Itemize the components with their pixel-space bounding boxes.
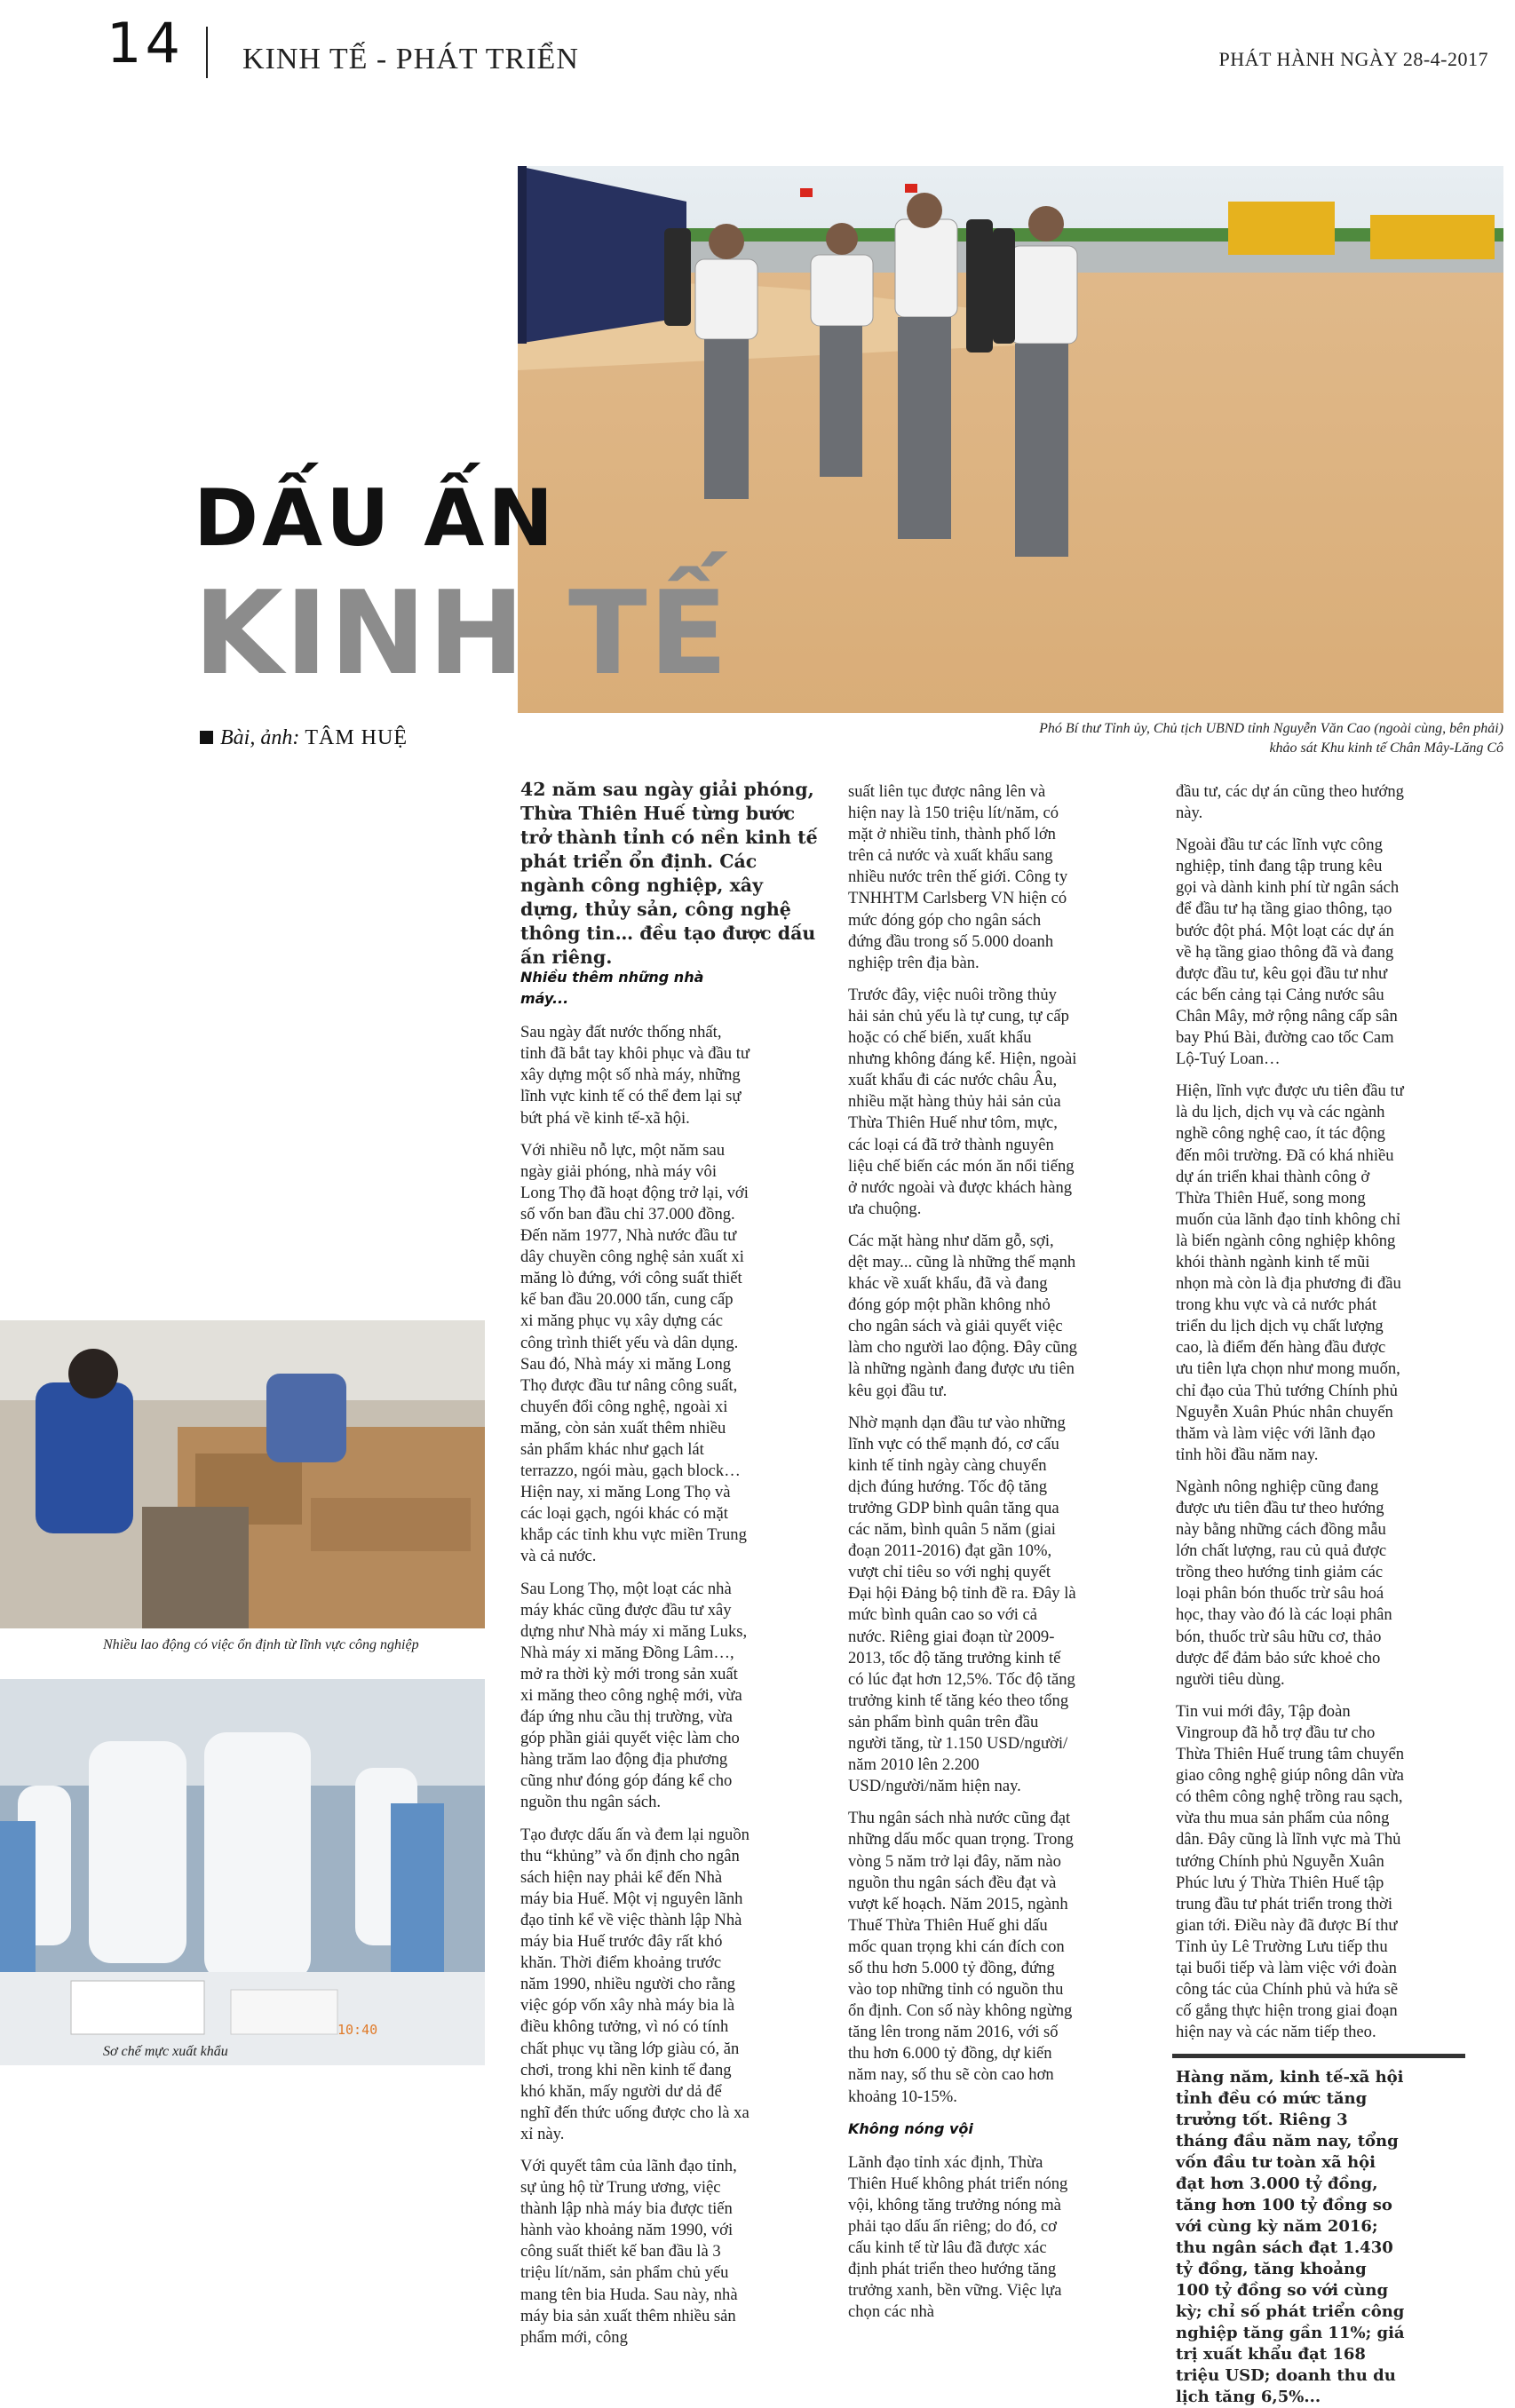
paragraph: Với nhiều nỗ lực, một năm sau ngày giải phóng, nhà máy vôi Long Thọ đã hoạt động trở lại, với số vốn ban đầu chỉ 37.000 đồng. Đến năm 1977, Nhà nước đầu tư dây chuyền công nghệ sản xuất xi măng lò đứng, với công suất thiết kế ban đầu 20.000 tấn, cung cấp xi măng phục vụ xây dựng các công trình thiết yếu và dân dụng. Sau đó, Nhà máy xi măng Long Thọ được đầu tư nâng công suất, chuyển đổi công nghệ, ngoài xi măng, còn sản xuất thêm nhiều sản phẩm khác như gạch lát terrazzo, ngói màu, gạch block… Hiện nay, xi măng Long Thọ và các loại gạch, ngói khác có mặt khắp các tỉnh khu vực miền Trung và cả nước. bbox=[520, 1140, 749, 1566]
byline-prefix: Bài, ảnh: bbox=[220, 726, 300, 749]
lead-paragraph: 42 năm sau ngày giải phóng, Thừa Thiên Huế từng bước trở thành tỉnh có nền kinh tế phát triển ổn định. Các ngành công nghiệp, xây dựng, thủy sản, công nghệ thông tin… đều tạo được dấu ấn riêng. bbox=[520, 779, 818, 968]
highlight-box: Hàng năm, kinh tế-xã hội tỉnh đều có mức tăng trưởng tốt. Riêng 3 tháng đầu năm nay, tổng vốn đầu tư toàn xã hội đạt hơn 3.000 tỷ đồng, tăng hơn 100 tỷ đồng so với cùng kỳ năm 2016; thu ngân sách đạt 1.430 tỷ đồng, tăng khoảng 100 tỷ đồng so với cùng kỳ; chỉ số phát triển công nghiệp tăng gần 11%; giá trị xuất khẩu đạt 168 triệu USD; doanh thu du lịch tăng 6,5%... bbox=[1176, 2068, 1405, 2407]
headline-line-1: DẤU ẤN bbox=[194, 472, 557, 564]
paragraph: Ngoài đầu tư các lĩnh vực công nghiệp, tỉnh đang tập trung kêu gọi và dành kinh phí từ ngân sách để đầu tư hạ tầng giao thông, tạo bước đột phá. Một loạt các dự án về hạ tầng giao thông đã và đang được đầu tư, kêu gọi đầu tư như các bến cảng tại Cảng nước sâu Chân Mây, mở rộng nâng cấp sân bay Phú Bài, đường cao tốc Cam Lộ-Tuý Loan… bbox=[1176, 836, 1400, 1069]
paragraph: đầu tư, các dự án cũng theo hướng này. bbox=[1176, 782, 1404, 823]
byline bbox=[200, 726, 408, 750]
byline-author: TÂM HUỆ bbox=[305, 726, 408, 749]
page-number: 14 bbox=[107, 11, 184, 75]
paragraph: Tạo được dấu ấn và đem lại nguồn thu “khủng” và ổn định cho ngân sách hiện nay phải kể đến Nhà máy bia Huế. Một vị nguyên lãnh đạo tỉnh kể về việc thành lập Nhà máy bia Huế trước đây rất khó khăn. Thời điểm khoảng trước năm 1990, nhiều người cho rằng việc góp vốn xây nhà máy bia là điều không tưởng, vì nó có tính chất phục vụ tầng lớp giàu có, ăn chơi, trong khi nền kinh tế đang khó khăn, mấy người dư dả để nghĩ đến thức uống được cho là xa xỉ này. bbox=[520, 1825, 750, 2143]
paragraph: Sau ngày đất nước thống nhất, tỉnh đã bắt tay khôi phục và đầu tư xây dựng một số nhà máy, những lĩnh vực kinh tế có thể đem lại sự bứt phá về kinh tế-xã hội. bbox=[520, 1023, 750, 1128]
byline-square-icon bbox=[200, 731, 213, 744]
paragraph: Tin vui mới đây, Tập đoàn Vingroup đã hỗ trợ đầu tư cho Thừa Thiên Huế trung tâm chuyển giao công nghệ giúp nông dân vừa có thêm công nghệ trồng rau sạch, vừa thu mua sản phẩm của nông dân. Đây cũng là lĩnh vực mà Thủ tướng Chính phủ Nguyễn Xuân Phúc lưu ý Thừa Thiên Huế tập trung đầu tư phát triển trong thời gian tới. Điều này đã được Bí thư Tỉnh ủy Lê Trường Lưu tiếp thu tại buổi tiếp và làm việc với đoàn công tác của Chính phủ và hứa sẽ cố gắng thực hiện trong giai đoạn hiện nay và các năm tiếp theo. bbox=[1176, 1701, 1405, 2042]
seafood-caption: Sơ chế mực xuất khẩu bbox=[103, 2044, 228, 2059]
paragraph: Với quyết tâm của lãnh đạo tỉnh, sự ủng hộ từ Trung ương, việc thành lập nhà máy bia được tiến hành vào khoảng năm 1990, với công suất thiết kế ban đầu là 3 triệu lít/năm, sản phẩm chủ yếu mang tên bia Huda. Sau này, nhà máy bia sản xuất thêm nhiều sản phẩm mới, công bbox=[520, 2156, 738, 2347]
photo-timestamp: 10:40 bbox=[337, 2022, 378, 2038]
paragraph: Trước đây, việc nuôi trồng thủy hải sản chủ yếu là tự cung, tự cấp hoặc có chế biến, xuất khẩu nhưng không đáng kể. Hiện, ngoài xuất khẩu đi các nước châu Âu, nhiều mặt hàng thủy hải sản của Thừa Thiên Huế như tôm, mực, các loại cá đã trở thành nguyên liệu chế biến các món ăn nổi tiếng ở nước ngoài và được khách hàng ưa chuộng. bbox=[848, 985, 1077, 1218]
paragraph: Lãnh đạo tỉnh xác định, Thừa Thiên Huế không phát triển nóng vội, không tăng trưởng nóng mà phải tạo dấu ấn riêng; do đó, cơ cấu kinh tế từ lâu đã được xác định phát triển theo hướng tăng trưởng xanh, bền vững. Việc lựa chọn các nhà bbox=[848, 2152, 1068, 2322]
paragraph: suất liên tục được nâng lên và hiện nay là 150 triệu lít/năm, có mặt ở nhiều tỉnh, thành phố lớn trên cả nước và xuất khẩu sang nhiều nước trên thế giới. Công ty TNHHTM Carlsberg VN hiện có mức đóng góp cho ngân sách đứng đầu trong số 5.000 doanh nghiệp trên địa bàn. bbox=[848, 782, 1068, 972]
paragraph: Sau Long Thọ, một loạt các nhà máy khác cũng được đầu tư xây dựng như Nhà máy xi măng Luks, Nhà máy xi măng Đồng Lâm…, mở ra thời kỳ mới trong sản xuất xi măng theo công nghệ mới, vừa đáp ứng nhu cầu thị trường, vừa góp phần giải quyết việc làm cho hàng trăm lao động địa phương cũng như đóng góp đáng kể cho nguồn thu ngân sách. bbox=[520, 1579, 748, 1812]
headline-line-2: KINH TẾ bbox=[194, 566, 730, 701]
article-column-3 bbox=[1176, 781, 1405, 2408]
seafood-photo bbox=[0, 1679, 485, 2065]
hero-caption: Phó Bí thư Tỉnh ủy, Chủ tịch UBND tỉnh Nguyễn Văn Cao (ngoài cùng, bên phải) khảo sát Khu kinh tế Chân Mây-Lăng Cô bbox=[1039, 721, 1503, 756]
paragraph: Thu ngân sách nhà nước cũng đạt những dấu mốc quan trọng. Trong vòng 5 năm trở lại đây, năm nào nguồn thu ngân sách đều đạt và vượt kế hoạch. Năm 2015, ngành Thuế Thừa Thiên Huế ghi dấu mốc quan trọng khi cán đích con số thu hơn 5.000 tỷ đồng, đứng vào top những tỉnh có nguồn thu ổn định. Con số này không ngừng tăng lên trong năm 2016, với số thu hơn 6.000 tỷ đồng, dự kiến năm nay, số thu sẽ còn cao hơn khoảng 10-15%. bbox=[848, 1809, 1074, 2106]
paragraph: Nhờ mạnh dạn đầu tư vào những lĩnh vực có thể mạnh đó, cơ cấu kinh tế tỉnh ngày càng chuyển dịch đúng hướng. Tốc độ tăng trưởng GDP bình quân tăng qua các năm, bình quân 5 năm (giai đoạn 2011-2016) đạt gần 10%, vượt chỉ tiêu so với nghị quyết Đại hội Đảng bộ tỉnh đề ra. Đây là mức bình quân cao so với cả nước. Riêng giai đoạn từ 2009-2013, tốc độ tăng trưởng kinh tế có lúc đạt hơn 12,5%. Tốc độ tăng trưởng kinh tế tăng kéo theo tổng sản phẩm bình quân trên đầu người tăng, từ 1.150 USD/người/ năm 2010 lên 2.200 USD/người/năm hiện nay. bbox=[848, 1413, 1076, 1796]
paragraph: Hiện, lĩnh vực được ưu tiên đầu tư là du lịch, dịch vụ và các ngành nghề công nghệ cao, ít tác động đến môi trường. Đã có khá nhiều dự án triển khai thành công ở Thừa Thiên Huế, song mong muốn của lãnh đạo tỉnh không chỉ là biến ngành công nghiệp không khói thành ngành kinh tế mũi nhọn mà còn là địa phương đi đầu trong khu vực và cả nước phát triển du lịch dịch vụ chất lượng cao, là điểm đến hàng đầu được ưu tiên lựa chọn như mong muốn, chỉ đạo của Thủ tướng Chính phủ Nguyễn Xuân Phúc nhân chuyến thăm và làm việc với lãnh đạo tỉnh hồi đầu năm nay. bbox=[1176, 1081, 1404, 1464]
factory-photo bbox=[0, 1320, 485, 1628]
paragraph: Ngành nông nghiệp cũng đang được ưu tiên đầu tư theo hướng này bằng những cách đồng mẫu lớn chất lượng, rau củ quả được trồng theo hướng tinh giảm các loại phân bón thuốc trừ sâu hoá học, thay vào đó là các loại phân bón, thuốc trừ sâu hữu cơ, thảo dược để đảm bảo sức khoẻ cho người tiêu dùng. bbox=[1176, 1477, 1392, 1689]
highlight-rule bbox=[1172, 2054, 1465, 2058]
article-column-2 bbox=[848, 781, 1077, 2333]
issue-date: PHÁT HÀNH NGÀY 28-4-2017 bbox=[1218, 48, 1488, 70]
article-column-1 bbox=[520, 963, 750, 2359]
factory-caption: Nhiều lao động có việc ổn định từ lĩnh vực công nghiệp bbox=[103, 1637, 419, 1652]
header-divider bbox=[206, 27, 208, 78]
section-title: KINH TẾ - PHÁT TRIỂN bbox=[242, 43, 579, 75]
paragraph: Các mặt hàng như dăm gỗ, sợi, dệt may... cũng là những thế mạnh khác về xuất khẩu, đã và đang đóng góp một phần không nhỏ cho ngân sách và giải quyết việc làm cho người lao động. Đây cũng là những ngành đang được ưu tiên kêu gọi đầu tư. bbox=[848, 1231, 1077, 1400]
subhead-factories: Nhiều thêm những nhà máy... bbox=[520, 969, 704, 1008]
subhead-not-hasty: Không nóng vội bbox=[848, 2119, 973, 2137]
